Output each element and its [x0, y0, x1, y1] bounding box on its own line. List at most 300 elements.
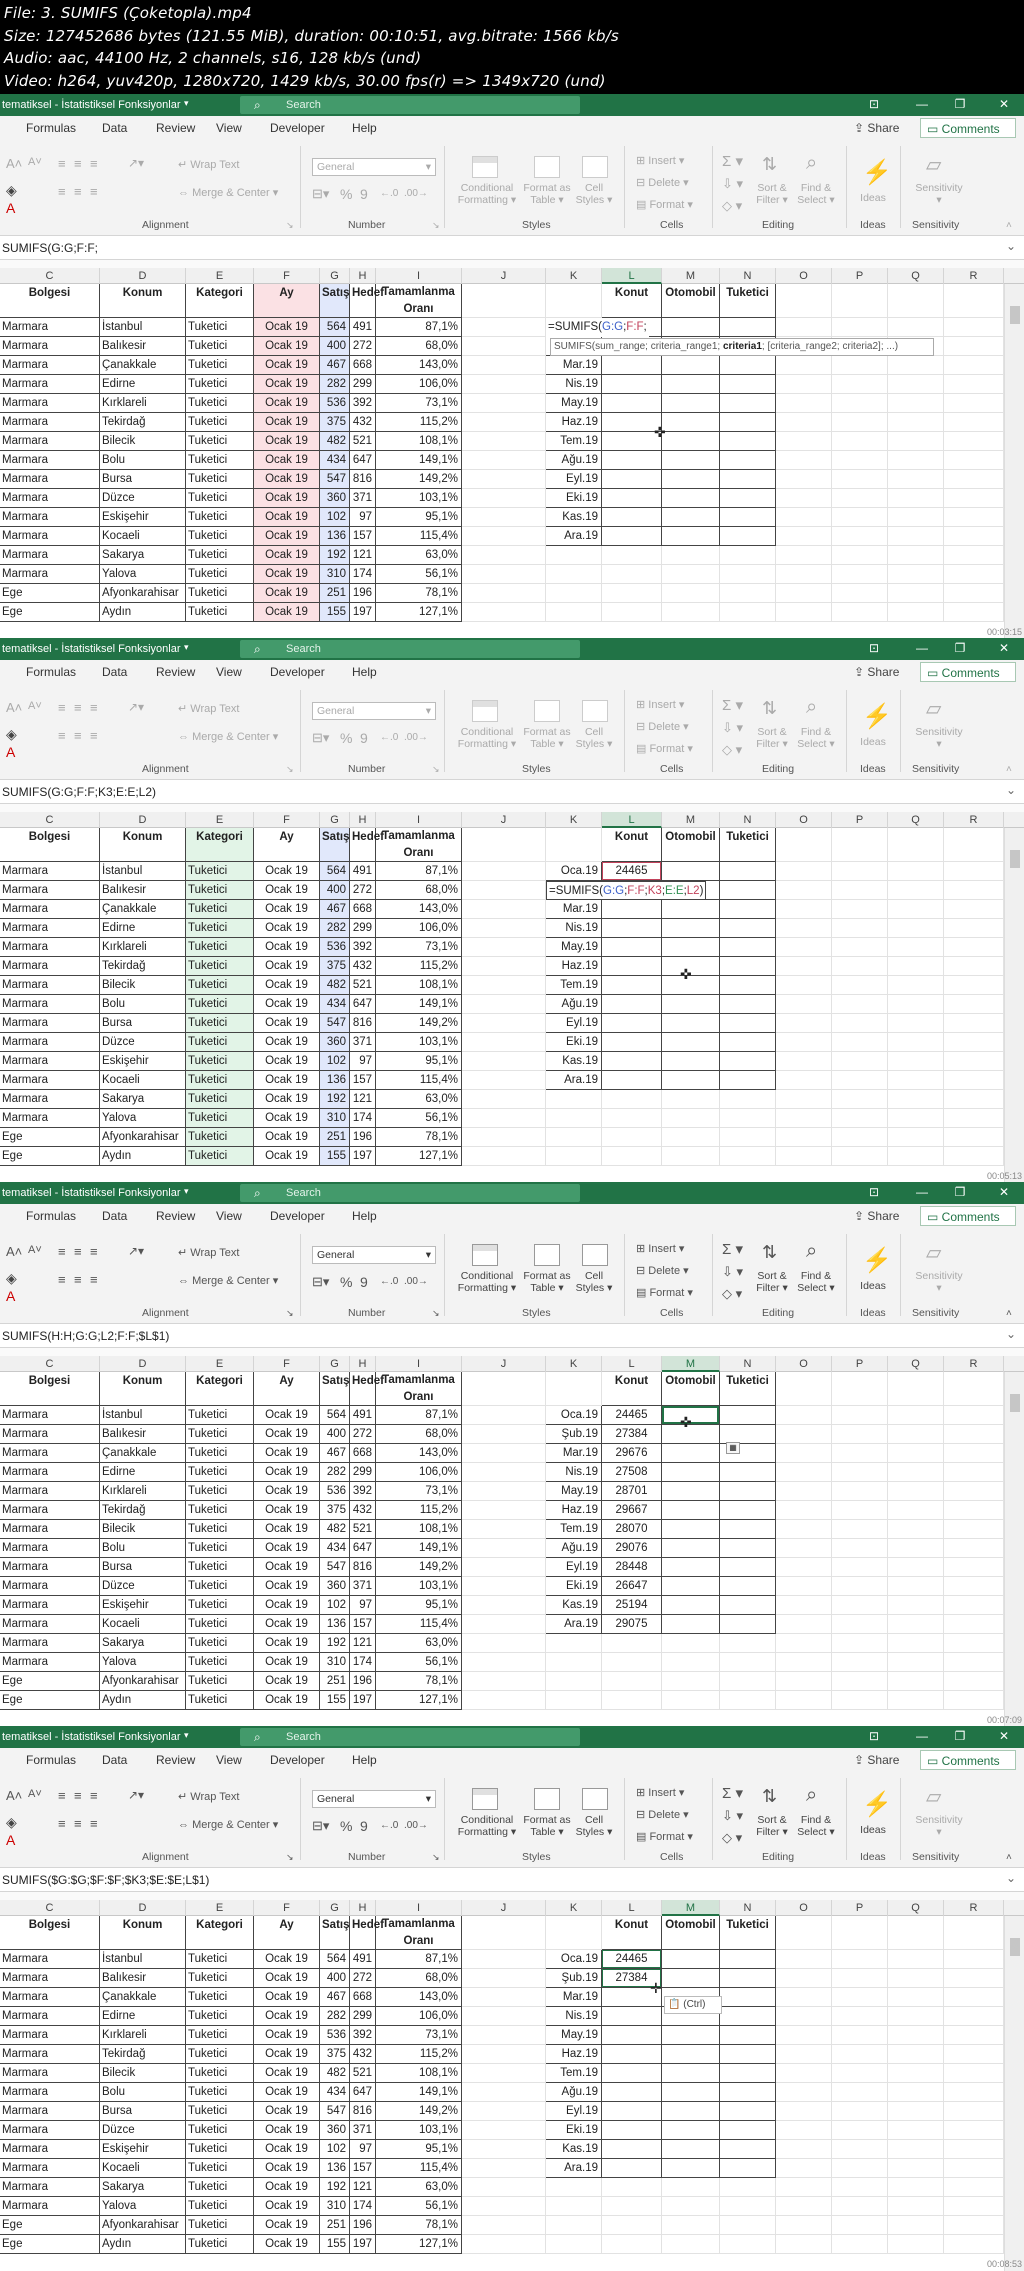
data-cell-ay[interactable]: Ocak 19: [254, 900, 320, 919]
align-bottom-icon[interactable]: ≡: [90, 700, 98, 715]
data-cell-oran[interactable]: 115,2%: [376, 2045, 462, 2064]
data-cell-bolgesi[interactable]: Marmara: [0, 1425, 100, 1444]
data-cell-bolgesi[interactable]: Marmara: [0, 900, 100, 919]
data-cell-konum[interactable]: Aydın: [100, 2235, 186, 2254]
month-cell[interactable]: Nis.19: [546, 375, 602, 394]
data-cell-kategori[interactable]: Tuketici: [186, 881, 254, 900]
empty-cell[interactable]: [944, 1109, 1004, 1128]
data-cell-hedef[interactable]: 97: [350, 2140, 376, 2159]
otomobil-value-cell[interactable]: [662, 938, 720, 957]
empty-cell[interactable]: [888, 1372, 944, 1406]
data-cell-hedef[interactable]: 157: [350, 527, 376, 546]
empty-cell[interactable]: [462, 900, 546, 919]
empty-cell[interactable]: [662, 1090, 720, 1109]
empty-cell[interactable]: [888, 546, 944, 565]
empty-cell[interactable]: [662, 565, 720, 584]
restore-icon[interactable]: ❐: [954, 97, 966, 111]
empty-cell[interactable]: [720, 1147, 776, 1166]
share-button[interactable]: [848, 1750, 905, 1770]
cell-styles-icon[interactable]: [582, 156, 608, 178]
data-cell-hedef[interactable]: 196: [350, 584, 376, 603]
empty-cell[interactable]: [462, 508, 546, 527]
empty-cell[interactable]: [944, 1577, 1004, 1596]
minimize-icon[interactable]: —: [916, 641, 928, 655]
data-cell-oran[interactable]: 127,1%: [376, 1147, 462, 1166]
data-cell-hedef[interactable]: 816: [350, 1558, 376, 1577]
empty-cell[interactable]: [602, 1634, 662, 1653]
empty-cell[interactable]: [546, 2197, 602, 2216]
empty-cell[interactable]: [832, 2045, 888, 2064]
data-cell-ay[interactable]: Ocak 19: [254, 1634, 320, 1653]
data-cell-bolgesi[interactable]: Marmara: [0, 1950, 100, 1969]
column-header-m[interactable]: M: [662, 1356, 720, 1372]
data-cell-oran[interactable]: 87,1%: [376, 1406, 462, 1425]
conditional-formatting-button[interactable]: Conditional Formatting ▾: [457, 1270, 517, 1294]
data-cell-hedef[interactable]: 647: [350, 451, 376, 470]
data-cell-ay[interactable]: Ocak 19: [254, 1501, 320, 1520]
empty-cell[interactable]: [888, 413, 944, 432]
table-header-ay[interactable]: Ay: [254, 284, 320, 318]
otomobil-value-cell[interactable]: [662, 508, 720, 527]
empty-cell[interactable]: [832, 2102, 888, 2121]
cell-styles-icon[interactable]: [582, 1788, 608, 1810]
month-cell[interactable]: Eki.19: [546, 2121, 602, 2140]
empty-cell[interactable]: [832, 1558, 888, 1577]
data-cell-oran[interactable]: 149,1%: [376, 995, 462, 1014]
table-header-konum[interactable]: Konum: [100, 284, 186, 318]
tuketici-value-cell[interactable]: [720, 1988, 776, 2007]
align-top-icon[interactable]: ≡: [58, 700, 66, 715]
empty-cell[interactable]: [944, 413, 1004, 432]
data-cell-satis[interactable]: 102: [320, 508, 350, 527]
empty-cell[interactable]: [602, 2197, 662, 2216]
data-cell-hedef[interactable]: 157: [350, 1615, 376, 1634]
empty-cell[interactable]: [888, 2064, 944, 2083]
data-cell-kategori[interactable]: Tuketici: [186, 1672, 254, 1691]
empty-cell[interactable]: [944, 1425, 1004, 1444]
data-cell-satis[interactable]: 136: [320, 2159, 350, 2178]
data-cell-konum[interactable]: Düzce: [100, 1033, 186, 1052]
tab-review[interactable]: Review: [156, 665, 196, 679]
summary-header-tuketici[interactable]: Tuketici: [720, 284, 776, 318]
konut-value-cell[interactable]: [602, 375, 662, 394]
tuketici-value-cell[interactable]: [720, 527, 776, 546]
data-cell-oran[interactable]: 56,1%: [376, 1109, 462, 1128]
data-cell-ay[interactable]: Ocak 19: [254, 1969, 320, 1988]
cell-styles-button[interactable]: Cell Styles ▾: [575, 1814, 613, 1838]
data-cell-kategori[interactable]: Tuketici: [186, 976, 254, 995]
konut-value-cell[interactable]: 29076: [602, 1539, 662, 1558]
empty-cell[interactable]: [888, 2159, 944, 2178]
empty-cell[interactable]: [944, 2083, 1004, 2102]
empty-cell[interactable]: [944, 2064, 1004, 2083]
tuketici-value-cell[interactable]: [720, 2045, 776, 2064]
data-cell-oran[interactable]: 127,1%: [376, 2235, 462, 2254]
data-cell-hedef[interactable]: 197: [350, 2235, 376, 2254]
find-select-button[interactable]: Find & Select ▾: [797, 1270, 835, 1294]
data-cell-konum[interactable]: Aydın: [100, 1691, 186, 1710]
empty-cell[interactable]: [462, 1482, 546, 1501]
empty-cell[interactable]: [462, 1071, 546, 1090]
data-cell-oran[interactable]: 115,4%: [376, 1615, 462, 1634]
data-cell-bolgesi[interactable]: Marmara: [0, 919, 100, 938]
empty-cell[interactable]: [888, 603, 944, 622]
empty-cell[interactable]: [462, 2159, 546, 2178]
column-header-g[interactable]: G: [320, 268, 350, 284]
empty-cell[interactable]: [602, 603, 662, 622]
empty-cell[interactable]: [776, 508, 832, 527]
empty-cell[interactable]: [776, 1090, 832, 1109]
data-cell-ay[interactable]: Ocak 19: [254, 1558, 320, 1577]
empty-cell[interactable]: [888, 1520, 944, 1539]
empty-cell[interactable]: [462, 2216, 546, 2235]
data-cell-oran[interactable]: 95,1%: [376, 1596, 462, 1615]
konut-value-cell[interactable]: [602, 1014, 662, 1033]
empty-cell[interactable]: [462, 1444, 546, 1463]
otomobil-value-cell[interactable]: [662, 2045, 720, 2064]
empty-cell[interactable]: [888, 1463, 944, 1482]
data-cell-satis[interactable]: 564: [320, 318, 350, 337]
empty-cell[interactable]: [832, 2178, 888, 2197]
konut-value-cell[interactable]: [602, 2121, 662, 2140]
konut-value-cell[interactable]: [602, 2045, 662, 2064]
align-middle-icon[interactable]: ≡: [74, 1788, 82, 1803]
empty-cell[interactable]: [662, 1109, 720, 1128]
empty-cell[interactable]: [888, 432, 944, 451]
data-cell-kategori[interactable]: Tuketici: [186, 1425, 254, 1444]
data-cell-hedef[interactable]: 299: [350, 919, 376, 938]
empty-cell[interactable]: [776, 432, 832, 451]
font-color-icon[interactable]: A: [6, 1288, 16, 1304]
column-header-o[interactable]: O: [776, 1356, 832, 1372]
konut-value-cell[interactable]: [602, 413, 662, 432]
empty-cell[interactable]: [776, 2216, 832, 2235]
data-cell-konum[interactable]: Edirne: [100, 1463, 186, 1482]
tuketici-value-cell[interactable]: [720, 1071, 776, 1090]
month-cell[interactable]: Şub.19: [546, 1425, 602, 1444]
data-cell-bolgesi[interactable]: Marmara: [0, 451, 100, 470]
cell-styles-icon[interactable]: [582, 1244, 608, 1266]
data-cell-bolgesi[interactable]: Marmara: [0, 1052, 100, 1071]
empty-cell[interactable]: [462, 938, 546, 957]
comments-button[interactable]: [920, 1206, 1016, 1226]
tuketici-value-cell[interactable]: [720, 2083, 776, 2102]
data-cell-ay[interactable]: Ocak 19: [254, 995, 320, 1014]
otomobil-value-cell[interactable]: [662, 413, 720, 432]
data-cell-satis[interactable]: 482: [320, 976, 350, 995]
data-cell-ay[interactable]: Ocak 19: [254, 489, 320, 508]
data-cell-ay[interactable]: Ocak 19: [254, 432, 320, 451]
table-header-bolgesi[interactable]: Bolgesi: [0, 828, 100, 862]
data-cell-ay[interactable]: Ocak 19: [254, 565, 320, 584]
data-cell-konum[interactable]: Düzce: [100, 2121, 186, 2140]
ribbon-display-icon[interactable]: ⊡: [868, 641, 880, 655]
wrap-text-button[interactable]: [178, 702, 239, 715]
tab-view[interactable]: View: [216, 665, 242, 679]
empty-cell[interactable]: [462, 1109, 546, 1128]
tuketici-value-cell[interactable]: [720, 957, 776, 976]
otomobil-value-cell[interactable]: [662, 1577, 720, 1596]
data-cell-bolgesi[interactable]: Marmara: [0, 546, 100, 565]
empty-cell[interactable]: [602, 1653, 662, 1672]
empty-cell[interactable]: [462, 828, 546, 862]
format-as-table-icon[interactable]: [534, 1788, 560, 1810]
data-cell-bolgesi[interactable]: Marmara: [0, 2007, 100, 2026]
paste-options-button[interactable]: [664, 1996, 722, 2014]
empty-cell[interactable]: [462, 1988, 546, 2007]
decrease-decimal-icon[interactable]: .00→: [404, 188, 428, 199]
empty-cell[interactable]: [832, 2235, 888, 2254]
data-cell-hedef[interactable]: 157: [350, 2159, 376, 2178]
empty-cell[interactable]: [944, 1634, 1004, 1653]
empty-cell[interactable]: [888, 1033, 944, 1052]
data-cell-hedef[interactable]: 97: [350, 1596, 376, 1615]
tab-view[interactable]: View: [216, 121, 242, 135]
empty-cell[interactable]: [776, 2197, 832, 2216]
data-cell-bolgesi[interactable]: Marmara: [0, 375, 100, 394]
data-cell-ay[interactable]: Ocak 19: [254, 584, 320, 603]
align-right-icon[interactable]: ≡: [90, 1816, 98, 1831]
otomobil-value-cell[interactable]: [662, 1014, 720, 1033]
empty-cell[interactable]: [832, 2159, 888, 2178]
format-cells-button[interactable]: ▤ Format ▾: [636, 1287, 693, 1299]
otomobil-value-cell[interactable]: [662, 2026, 720, 2045]
data-cell-bolgesi[interactable]: Marmara: [0, 1406, 100, 1425]
data-cell-hedef[interactable]: 668: [350, 1988, 376, 2007]
empty-cell[interactable]: [776, 1071, 832, 1090]
formula-edit-cell[interactable]: [546, 881, 706, 900]
empty-cell[interactable]: [662, 546, 720, 565]
sort-filter-button[interactable]: Sort & Filter ▾: [756, 1270, 788, 1294]
empty-cell[interactable]: [546, 584, 602, 603]
alignment-launcher-icon[interactable]: ↘: [286, 1852, 294, 1862]
accounting-format-icon[interactable]: ⊟▾: [312, 730, 330, 745]
empty-cell[interactable]: [776, 470, 832, 489]
month-cell[interactable]: Ağu.19: [546, 995, 602, 1014]
table-header-kategori[interactable]: Kategori: [186, 1372, 254, 1406]
data-cell-konum[interactable]: Sakarya: [100, 1634, 186, 1653]
data-cell-konum[interactable]: Tekirdağ: [100, 1501, 186, 1520]
data-cell-konum[interactable]: Edirne: [100, 2007, 186, 2026]
column-header-p[interactable]: P: [832, 268, 888, 284]
close-icon[interactable]: ✕: [998, 1729, 1010, 1743]
data-cell-kategori[interactable]: Tuketici: [186, 318, 254, 337]
ribbon-display-icon[interactable]: ⊡: [868, 1185, 880, 1199]
data-cell-ay[interactable]: Ocak 19: [254, 1988, 320, 2007]
empty-cell[interactable]: [832, 318, 888, 337]
data-cell-hedef[interactable]: 392: [350, 1482, 376, 1501]
data-cell-oran[interactable]: 73,1%: [376, 2026, 462, 2045]
data-cell-bolgesi[interactable]: Marmara: [0, 1071, 100, 1090]
data-cell-hedef[interactable]: 668: [350, 1444, 376, 1463]
format-cells-button[interactable]: ▤ Format ▾: [636, 743, 693, 755]
data-cell-bolgesi[interactable]: Marmara: [0, 527, 100, 546]
data-cell-ay[interactable]: Ocak 19: [254, 603, 320, 622]
data-cell-konum[interactable]: Bolu: [100, 451, 186, 470]
otomobil-value-cell[interactable]: [662, 2159, 720, 2178]
column-header-h[interactable]: H: [350, 812, 376, 828]
data-cell-kategori[interactable]: Tuketici: [186, 2102, 254, 2121]
data-cell-satis[interactable]: 360: [320, 1033, 350, 1052]
delete-cells-button[interactable]: ⊟ Delete ▾: [636, 1809, 689, 1821]
data-cell-ay[interactable]: Ocak 19: [254, 957, 320, 976]
tuketici-value-cell[interactable]: [720, 1520, 776, 1539]
data-cell-kategori[interactable]: Tuketici: [186, 1463, 254, 1482]
empty-cell[interactable]: [888, 1596, 944, 1615]
data-cell-ay[interactable]: Ocak 19: [254, 2159, 320, 2178]
ribbon-display-icon[interactable]: ⊡: [868, 1729, 880, 1743]
tuketici-value-cell[interactable]: [720, 919, 776, 938]
number-format-select[interactable]: [312, 158, 436, 176]
empty-cell[interactable]: [776, 1988, 832, 2007]
empty-cell[interactable]: [888, 394, 944, 413]
empty-cell[interactable]: [602, 2178, 662, 2197]
empty-cell[interactable]: [832, 828, 888, 862]
data-cell-satis[interactable]: 547: [320, 2102, 350, 2121]
data-cell-kategori[interactable]: Tuketici: [186, 375, 254, 394]
empty-cell[interactable]: [832, 1672, 888, 1691]
empty-cell[interactable]: [462, 1147, 546, 1166]
konut-value-cell[interactable]: 29667: [602, 1501, 662, 1520]
data-cell-ay[interactable]: Ocak 19: [254, 451, 320, 470]
title-dropdown-icon[interactable]: ▾: [184, 98, 189, 108]
data-cell-kategori[interactable]: Tuketici: [186, 2235, 254, 2254]
empty-cell[interactable]: [776, 584, 832, 603]
empty-cell[interactable]: [776, 1653, 832, 1672]
data-cell-bolgesi[interactable]: Marmara: [0, 489, 100, 508]
data-cell-oran[interactable]: 56,1%: [376, 2197, 462, 2216]
data-cell-kategori[interactable]: Tuketici: [186, 2064, 254, 2083]
collapse-ribbon-icon[interactable]: ˄: [1006, 764, 1012, 775]
conditional-formatting-button[interactable]: Conditional Formatting ▾: [457, 182, 517, 206]
align-right-icon[interactable]: ≡: [90, 184, 98, 199]
data-cell-konum[interactable]: Afyonkarahisar: [100, 584, 186, 603]
empty-cell[interactable]: [720, 584, 776, 603]
ideas-icon[interactable]: ⚡: [862, 159, 892, 186]
ideas-icon[interactable]: ⚡: [862, 703, 892, 730]
data-cell-hedef[interactable]: 521: [350, 432, 376, 451]
column-header-h[interactable]: H: [350, 1356, 376, 1372]
month-cell[interactable]: Mar.19: [546, 356, 602, 375]
tuketici-value-cell[interactable]: [720, 2026, 776, 2045]
month-cell[interactable]: Eki.19: [546, 1577, 602, 1596]
empty-cell[interactable]: [462, 1014, 546, 1033]
empty-cell[interactable]: [888, 2007, 944, 2026]
data-cell-ay[interactable]: Ocak 19: [254, 2026, 320, 2045]
merge-center-button[interactable]: [178, 1818, 278, 1831]
data-cell-oran[interactable]: 68,0%: [376, 337, 462, 356]
empty-cell[interactable]: [944, 508, 1004, 527]
data-cell-oran[interactable]: 143,0%: [376, 1444, 462, 1463]
otomobil-value-cell[interactable]: [662, 2121, 720, 2140]
empty-cell[interactable]: [546, 1109, 602, 1128]
empty-cell[interactable]: [720, 1109, 776, 1128]
empty-cell[interactable]: [462, 470, 546, 489]
orientation-icon[interactable]: ↗▾: [128, 1244, 145, 1258]
tab-view[interactable]: View: [216, 1753, 242, 1767]
konut-value-cell[interactable]: [602, 919, 662, 938]
month-cell[interactable]: Mar.19: [546, 1444, 602, 1463]
empty-cell[interactable]: [776, 318, 832, 337]
empty-cell[interactable]: [776, 1950, 832, 1969]
data-cell-ay[interactable]: Ocak 19: [254, 470, 320, 489]
fill-color-icon[interactable]: ◈: [6, 1270, 17, 1286]
data-cell-ay[interactable]: Ocak 19: [254, 2121, 320, 2140]
empty-cell[interactable]: [832, 2083, 888, 2102]
share-button[interactable]: [848, 1206, 905, 1226]
empty-cell[interactable]: [888, 1501, 944, 1520]
otomobil-value-cell[interactable]: [662, 2102, 720, 2121]
summary-header-konut[interactable]: Konut: [602, 1372, 662, 1406]
data-cell-hedef[interactable]: 121: [350, 2178, 376, 2197]
data-cell-ay[interactable]: Ocak 19: [254, 938, 320, 957]
empty-cell[interactable]: [888, 2102, 944, 2121]
data-cell-konum[interactable]: Bilecik: [100, 1520, 186, 1539]
empty-cell[interactable]: [944, 957, 1004, 976]
otomobil-value-cell[interactable]: [662, 432, 720, 451]
month-cell[interactable]: Mar.19: [546, 1988, 602, 2007]
data-cell-hedef[interactable]: 299: [350, 375, 376, 394]
scrollbar-thumb[interactable]: [1010, 1938, 1020, 1956]
empty-cell[interactable]: [462, 1950, 546, 1969]
month-cell[interactable]: Eyl.19: [546, 470, 602, 489]
wrap-text-button[interactable]: [178, 158, 239, 171]
summary-header-konut[interactable]: Konut: [602, 284, 662, 318]
konut-value-cell[interactable]: [602, 2140, 662, 2159]
tab-review[interactable]: Review: [156, 121, 196, 135]
otomobil-value-cell[interactable]: [662, 2083, 720, 2102]
data-cell-oran[interactable]: 56,1%: [376, 1653, 462, 1672]
empty-cell[interactable]: [888, 2045, 944, 2064]
orientation-icon[interactable]: ↗▾: [128, 1788, 145, 1802]
empty-cell[interactable]: [776, 1425, 832, 1444]
data-cell-satis[interactable]: 536: [320, 2026, 350, 2045]
data-cell-oran[interactable]: 108,1%: [376, 1520, 462, 1539]
data-cell-oran[interactable]: 87,1%: [376, 862, 462, 881]
tuketici-value-cell[interactable]: [720, 1406, 776, 1425]
month-cell[interactable]: Kas.19: [546, 1596, 602, 1615]
empty-cell[interactable]: [462, 1372, 546, 1406]
data-cell-satis[interactable]: 467: [320, 1988, 350, 2007]
data-cell-bolgesi[interactable]: Marmara: [0, 1539, 100, 1558]
data-cell-ay[interactable]: Ocak 19: [254, 881, 320, 900]
data-cell-konum[interactable]: Yalova: [100, 1653, 186, 1672]
otomobil-value-cell[interactable]: [662, 1950, 720, 1969]
empty-cell[interactable]: [888, 976, 944, 995]
sensitivity-icon[interactable]: ▱: [926, 154, 942, 176]
empty-cell[interactable]: [602, 546, 662, 565]
summary-header-konut[interactable]: Konut: [602, 1916, 662, 1950]
data-cell-hedef[interactable]: 668: [350, 900, 376, 919]
column-header-c[interactable]: C: [0, 268, 100, 284]
data-cell-satis[interactable]: 282: [320, 2007, 350, 2026]
data-cell-bolgesi[interactable]: Marmara: [0, 1988, 100, 2007]
empty-cell[interactable]: [776, 881, 832, 900]
data-cell-hedef[interactable]: 174: [350, 1109, 376, 1128]
decrease-font-icon[interactable]: A˅: [28, 156, 42, 168]
data-cell-hedef[interactable]: 97: [350, 1052, 376, 1071]
data-cell-ay[interactable]: Ocak 19: [254, 1577, 320, 1596]
data-cell-satis[interactable]: 400: [320, 1969, 350, 1988]
data-cell-satis[interactable]: 192: [320, 546, 350, 565]
data-cell-satis[interactable]: 564: [320, 1406, 350, 1425]
empty-cell[interactable]: [776, 1615, 832, 1634]
data-cell-satis[interactable]: 375: [320, 1501, 350, 1520]
empty-cell[interactable]: [832, 1463, 888, 1482]
empty-cell[interactable]: [832, 603, 888, 622]
worksheet-grid[interactable]: [0, 1372, 1004, 1727]
month-cell[interactable]: Kas.19: [546, 508, 602, 527]
